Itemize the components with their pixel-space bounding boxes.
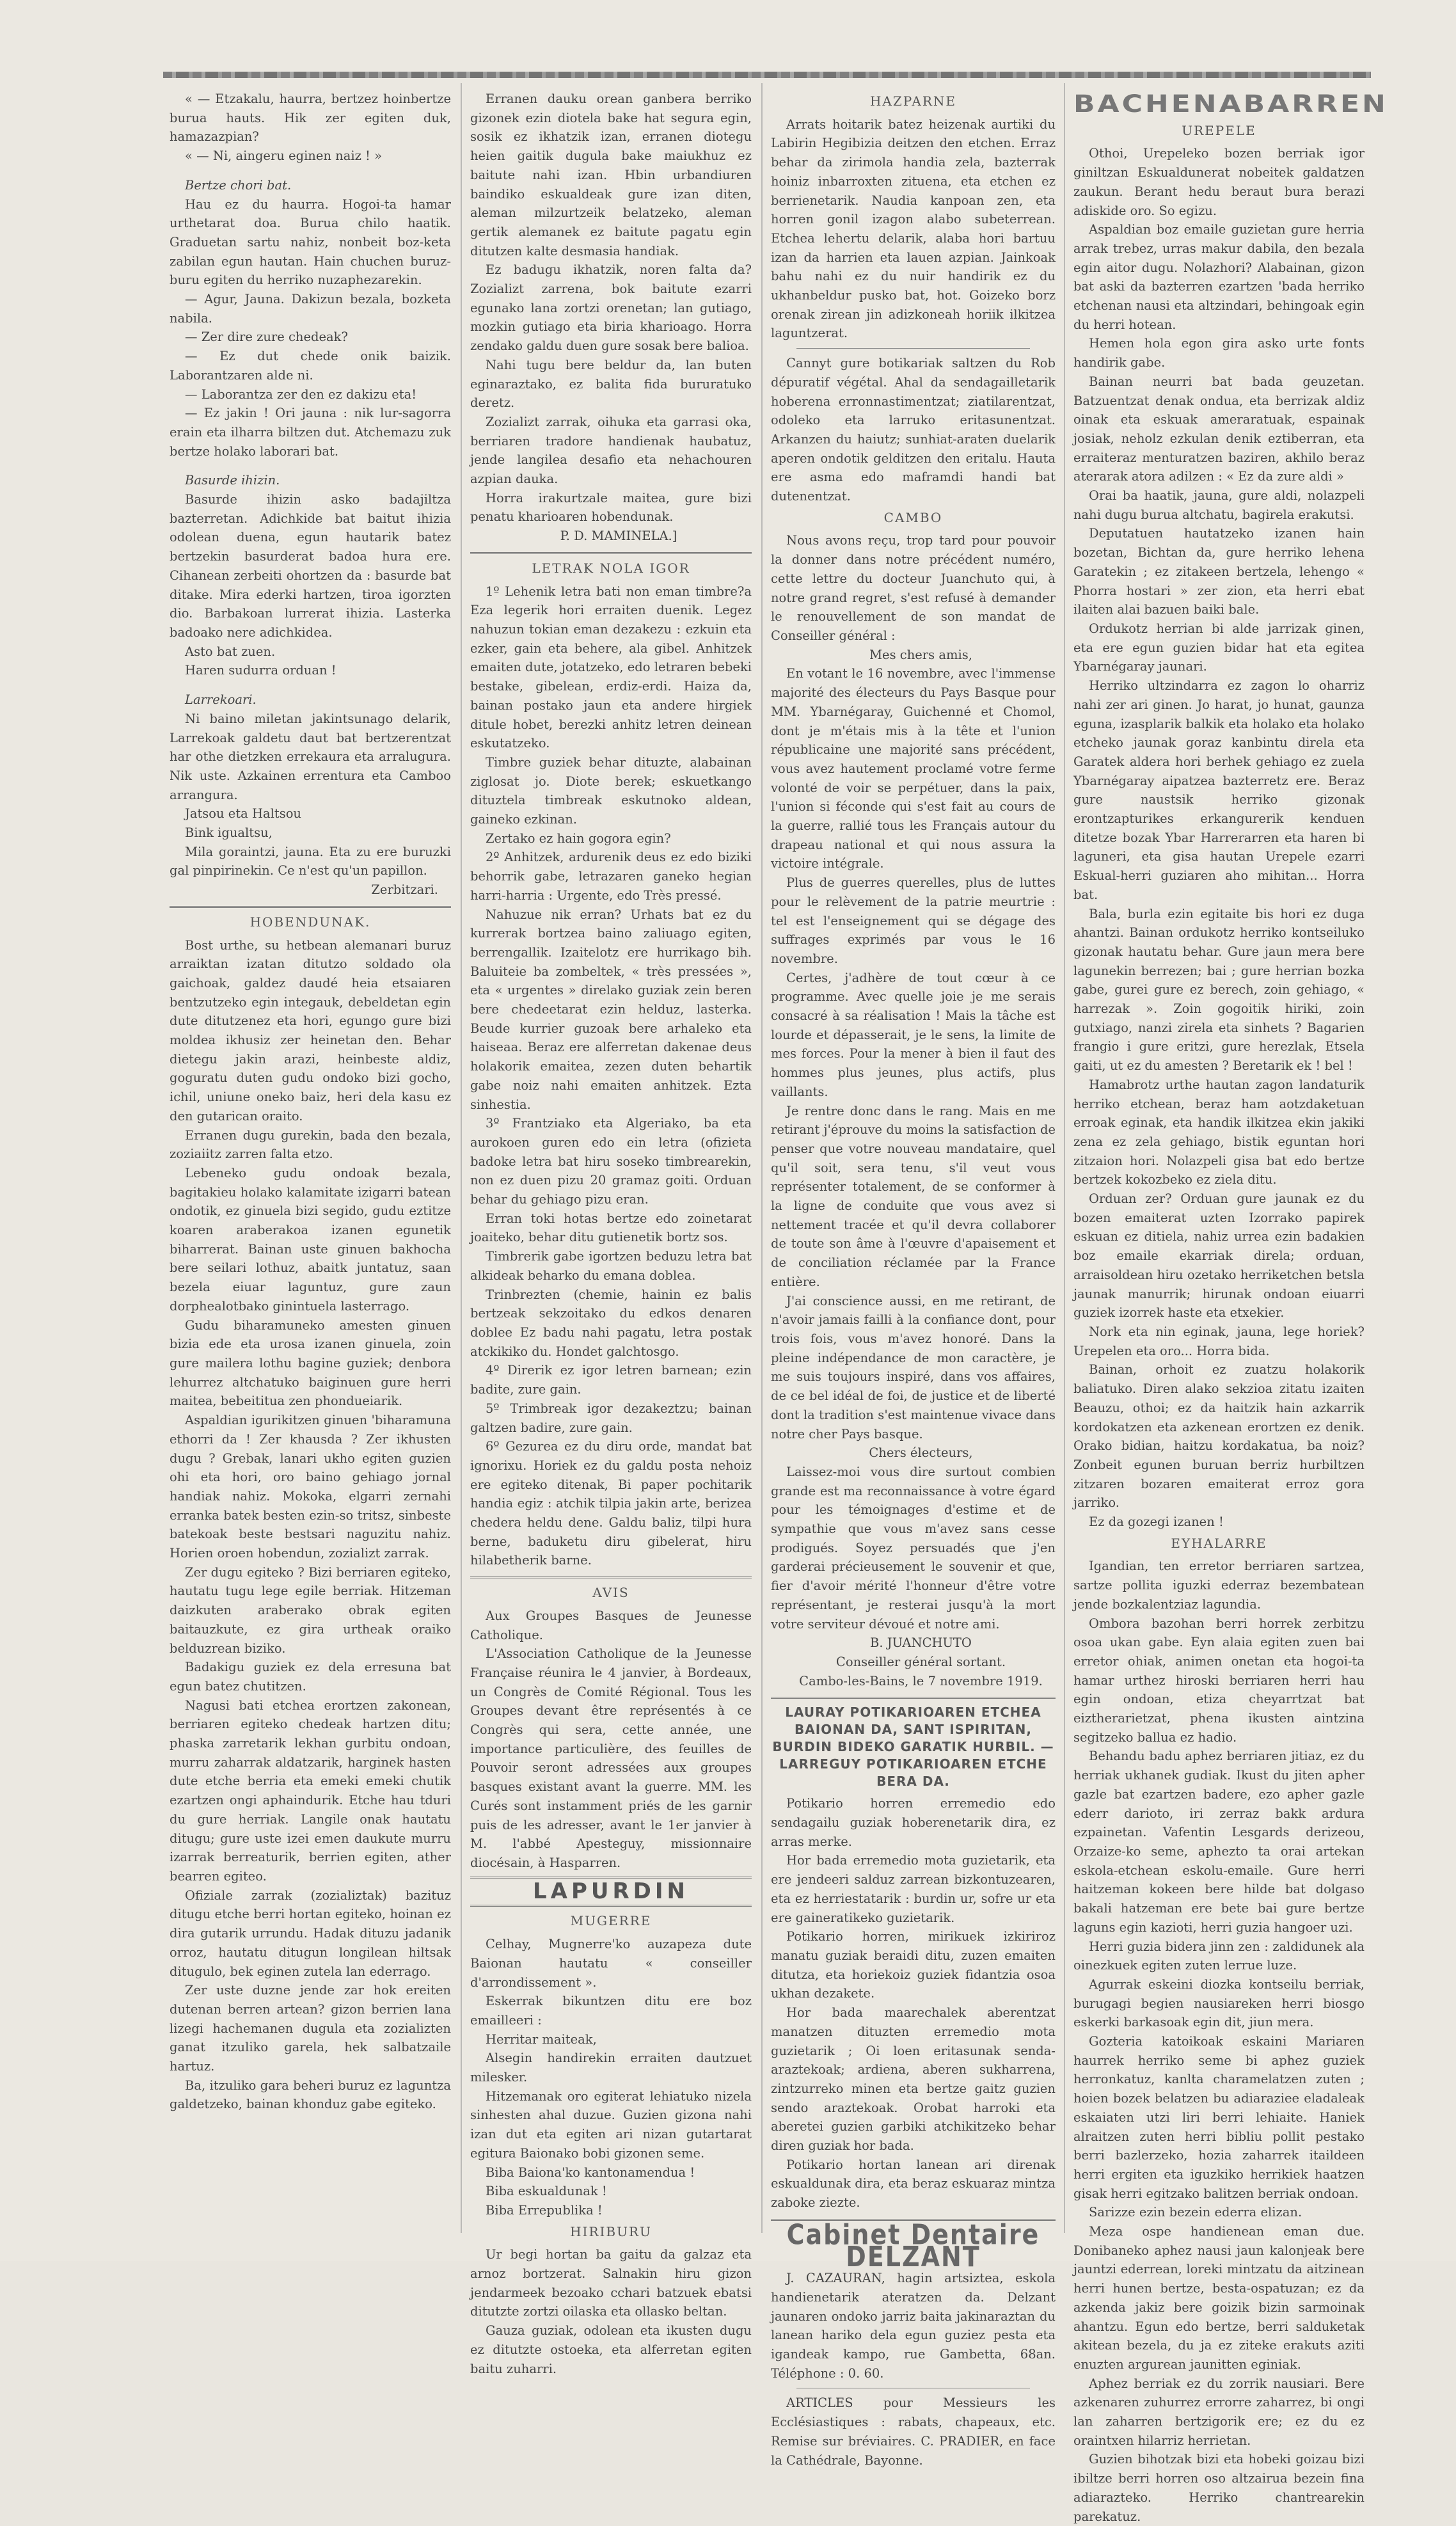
paragraph: Herriko ultzindarra ez zagon lo oharriz nahi zer ari ginen. Jo harat, jo hunat, gaunza eguna, izasplarik balkik eta holako eta holako etcheko jaunak goraz kanbintu direla eta Garatek aldera hori berhek gehiago ez zuela Ybarnégaray aipatzea bazterretz ere. Beraz gure naustsik herriko gizonak erontzapturikes erkangurerik kenduen ditetze bozak Ybar Harrerarren eta haren bi laguneri, eta gisa hautan Urepele ezarri Eskual-herri guziaren aho mihitan... Horra bat. [1073, 678, 1365, 902]
paragraph: Eskerrak bikuntzen ditu ere boz emailleeri : [470, 1994, 752, 2028]
signature: B. JUANCHUTO [870, 1635, 972, 1651]
section-rule [170, 906, 451, 908]
paragraph: Agurrak eskeini diozka kontseilu berriak, burugagi begien nausiareken herri biosgo eskerki barkasoak egin dit, jiun mera. [1073, 1976, 1365, 2030]
paragraph: Haren sudurra orduan ! [185, 663, 336, 678]
paragraph: Timbre guziek behar dituzte, alabainan ziglosat jo. Diote berek; eskuetkango dituztela timbreak eskutnoko aldean, gaineko ezkinan. [470, 754, 752, 827]
paragraph: Ez da gozegi izanen ! [1089, 1514, 1224, 1530]
paragraph: Bainan neurri bat bada geuzetan. Batzuentzat denak ondua, eta berrizak aldiz oinak eta eskuak ameraratuak, espainak josiak, neholz ezkulan denik eztiberran, eta erraiteraz menturatzen baziren, akhilo beraz aterarak atora adilzen : « Ez da zure aldi » [1073, 374, 1365, 484]
paragraph: 1º Lehenik letra bati non eman timbre?a Eza legerik hori erraiten duenik. Legez nahuzun tokian eman dezakezu : ezkuin eta ezker, gain eta behere, ala gibel. Anhitzek emaiten dute, jotatzeko, edo letraren bebeki bestake, gibelean, erdiz-erdi. Haiza da, bainan postako jaun eta andere hirgiek ditule hobet, berezki anhitz letren deinean eskutatzeko. [470, 584, 752, 751]
paragraph: Potikario hortan lanean ari direnak eskualdunak dira, eta beraz eskuaraz mintza zaboke ziezte. [771, 2157, 1056, 2211]
paragraph: Biba Errepublika ! [486, 2202, 603, 2218]
section-rule [470, 552, 752, 554]
paragraph: Certes, j'adhère de tout cœur à ce programme. Avec quelle joie je me serais consacré à sa réalisation ! Mais la tâche est lourde et dépasserait, je le sens, la limite de mes forces. Pour la mener à bien il faut des hommes plus jeunes, plus actifs, plus vaillants. [771, 970, 1056, 1099]
paragraph: Bala, burla ezin egitaite bis hori ez duga ahantzi. Bainan ordukotz herriko kontseiluko gizonak hautatu behar. Gure jaun mera bere lagunekin berrezen; bai ; gure herrian bozka gabe, gurei gure ez berech, zoin gehiago, « harrezak ». Zoin gogoitik hiriki, zoin gutxiago, nanzi zirela eta sinhets ? Bagarien frangio i gure eritzi, gure herezlak, Etsela gaiti, ut ez du amesten ? Beretarik ek ! bel ! [1073, 906, 1365, 1074]
paragraph: 2º Anhitzek, ardurenik deus ez edo biziki behorrik gabe, letrazaren ganeko hegian harri-harria : Urgente, edo Très pressé. [470, 850, 752, 903]
paragraph: Hor bada erremedio mota guzietarik, eta ere jendeeri salduz zarrean bizkontuzearen, eta ez herriestatarik : burdin ur, sofre ur eta ere gaineratikeko guzietarik. [771, 1853, 1056, 1925]
paragraph: Erran toki hotas bertze edo zoinetarat joaiteko, behar ditu gutienetik bortz sos. [470, 1211, 752, 1245]
column-3 [771, 90, 1056, 2468]
signature: P. D. MAMINELA.] [560, 528, 677, 544]
paragraph: Zozializt zarrak, oihuka eta garrasi oka, berriaren tradore handienak haubatuz, jende langilea desafio eta nehachouren azpian dauka. [470, 414, 752, 487]
paragraph: Aphez berriak ez du zorrik nausiari. Bere azkenaren zuhurrez errorre zaharrez, bi ongi lan zaharren bertzigorik ere; ez du ez oraintxen hilarriz herrietan. [1073, 2376, 1365, 2448]
section-title-mugerre: MUGERRE [570, 1913, 652, 1929]
paragraph: Nork eta nin eginak, jauna, lege horiek? Urepelen eta oro... Horra bida. [1073, 1324, 1365, 1358]
paragraph: 4º Direrik ez igor letren barnean; ezin badite, zure gain. [470, 1363, 752, 1397]
paragraph: Ur begi hortan ba gaitu da galzaz eta arnoz bortzerat. Salnakin hiru gizon jendarmeek bezoako cchari batzuek ebatsi ditutzte zortzi oilaska eta ollasko beltan. [470, 2247, 752, 2319]
paragraph: Deputatuen hautatzeko izanen hain bozetan, Bichtan da, gure herriko lehena Garatekin ; ez zitakeen bertzela, lehengo « Phorra hostari » zer zion, eta herri ebat ilaiten alai bazuen baiki bale. [1073, 526, 1365, 617]
paragraph: Ez badugu ikhatzik, noren falta da? Zozializt zarrena, bok baitute ezarri egunako lana zortzi orenetan; lan gutiago, mozkin gutiago eta biria kharioago. Horra zendako galdu duen gure sosak bere balioa. [470, 262, 752, 354]
region-title-lapurdin: LAPURDIN [470, 1877, 752, 1907]
paragraph: Meza ospe handienean eman due. Donibaneko aphez nausi jaun kalonjeak bere jauntzi ederrean, loreki mintzatu da aitzinean herri hunen bertze, besta-ospatuzan; ez da azkenda jakiz bere goizik bizin sarmoinak ahantzu. Egun edo bertze, berri salduketak akitean bezela, du ja ez ziteke erakuts aziti enuzten argurean jaunitten eginiak. [1073, 2224, 1365, 2372]
paragraph: Aspaldian boz emaile guzietan gure herria arrak trebez, urras makur dabila, den bezala egin aitor dugu. Nolazhori? Alabainan, gizon bat aski da bazterren ezartzen 'bada herriko etchenan nausi eta altzindari, behingoak egin du herri hotean. [1073, 222, 1365, 332]
paragraph: Jatsou eta Haltsou [185, 806, 301, 822]
paragraph: Orduan zer? Orduan gure jaunak ez du bozen emaiterat uzten Izorrako papirek eskuan ez ditiela, nahiz urrea ezin badakien boz emaile ekarriak direla; orduan, arraisoldean hiru ozetako herriketchen betsla jaunak manurrik; hirunak ondoan eiuarri guziek izorrek haste eta etxekier. [1073, 1191, 1365, 1321]
paragraph: Ofiziale zarrak (zozializtak) bazituz ditugu etche berri hortan egiteko, hoinan ez dira gutarik urrundu. Hadak dituzu jadanik orroz, hautatu ditugun longilean hiltsak ditugulo, bek eginen zutela lan ederrago. [170, 1887, 451, 1979]
paragraph: 5º Trimbreak igor dezakeztzu; bainan galtzen badire, zure gain. [470, 1401, 752, 1435]
paragraph: Celhay, Mugnerre'ko auzapeza dute Baionan hautatu « conseiller d'arrondissement ». [470, 1937, 752, 1990]
paragraph: Laissez-moi vous dire surtout combien grande est ma reconnaissance à votre égard pour les témoignages d'estime et de sympathie que vous m'avez sans cesse prodigués. Soyez persuadés que j'en garderai précieusement le souvenir et que, fier d'avoir mérité l'honneur d'être votre représentant, je resterai jusqu'à la mort votre serviteur dévoué et notre ami. [771, 1464, 1056, 1632]
paragraph: — Laborantza zer den ez dakizu eta! [185, 386, 417, 402]
paragraph: Nagusi bati etchea erortzen zakonean, berriaren egiteko chedeak hartzen ditu; phaska zarretarik lekhan gurbitu ondoan, murru zaharrak aldatzarik, harginek hasten dute etche berria eta emeki emeki chutik ezartzen ongi aphaindurik. Etche hau tduri du gure herriak. Langile onak hautatu ditugu; gure uste izei emen daukute murru izarrak berreaturik, berrien egiten, ather bearren egiteo. [170, 1697, 451, 1884]
paragraph: Basurde ihizin asko badajiltza bazterretan. Adichkide bat baitut ihizia odolean duena, egun hautarik batez bertzekin basurderat badoa hura ere. Cihanean zerbeiti ohortzen da : basurde bat ditake. Mira ederki hartzen, tiroa igorzten dio. Barbakoan lurrerat ihizia. Lasterka badoako nere adichkidea. [170, 492, 451, 640]
paragraph: — Agur, Jauna. Dakizun bezala, bozketa nabila. [170, 292, 451, 326]
section-title-hobendunak: HOBENDUNAK. [249, 914, 371, 930]
paragraph: « — Etzakalu, haurra, bertzez hoinbertze burua hauts. Hik zer egiten duk, hamazazpian? [170, 91, 451, 145]
advert-title-delzant: Cabinet Dentaire DELZANT [786, 2218, 1040, 2273]
paragraph: Ombora bazohan berri horrek zerbitzu osoa ukan gabe. Eyn alaia egiten zuen bai erretor ohiak, animen onetan eta hogoi-ta hamar urthez hiroski berriaren herri hau egin ondoan, etiza cheyarrtzat bat eiztherarietzat, phena ikusten aintzina segitzeko ballua ez hadio. [1073, 1616, 1365, 1745]
paragraph: — Ez jakin ! Ori jauna : nik lur-sagorra erain eta ilharra biltzen dut. Atchemazu zuk bertze holako laborari bat. [170, 406, 451, 459]
paragraph: 6º Gezurea ez du diru orde, mandat bat ignorixu. Horiek ez du galdu posta nehoiz ere egiteko ditenak, Bi paper pochitarik handia egiz : atchik tilpia jakin arte, berizea chedera heldu dene. Galdu baliz, tilpi hura berne, baduketu diru gibelerat, hiru hilabetherik barne. [470, 1439, 752, 1568]
subheading: Larrekoari. [185, 692, 257, 708]
paragraph: Plus de guerres querelles, plus de luttes pour le relèvement de la patrie meurtrie : tel est l'enseignement qui se dégage des suffrages exprimés par vous le 16 novembre. [771, 875, 1056, 966]
paragraph: Timbrerik gabe igortzen beduzu letra bat alkideak beharko du emana doblea. [470, 1249, 752, 1283]
advert-heading: LAURAY POTIKARIOAREN ETCHEA BAIONAN DA, SANT ISPIRITAN, BURDIN BIDEKO GARATIK HURBIL. — LARREGUY POTIKARIOAREN ETCHE BERA DA. [772, 1704, 1054, 1790]
paragraph: Nahuzue nik erran? Urhats bat ez du kurrerak bortzea baino zaliuago egiten, berrengallik. Izaitelotz ere hurrikago bih. Baluiteie ba zombeltek, « très pressées », eta « urgentes » direlako guziak zein beren bere chedeetarat ezin helduz, lasterka. Beude kurrier guzoak bere arhaleko eta haiseaa. Beraz ere alferretan dakenae deus holakorik emaitea, zezen duten behartik gabe noiz nahi emaiten anhitzek. Ezta sinhestia. [470, 907, 752, 1112]
paragraph: Bost urthe, su hetbean alemanari buruz arraiktan izatan ditutzo soldado ola gaichoak, galdez daudé heia etsaiaren bentzutzeko egin integauk, debeldetan egin dute ditutzenez eta hori, egungo gure bizi moldea ikhusiz zer heinetan den. Behar dietegu jakin arazi, heinbeste aldiz, goguratu duten gudu ondoko bizi gocho, ichil, uniune oneko baiz, heri dela kasu ez den gutarican oraito. [170, 937, 451, 1124]
paragraph: Guzien bihotzak bizi eta hobeki goizau bizi ibiltze berri horren oso altzairua bezein fina adiarazteko. Herriko chantrearekin parekatuz. [1073, 2452, 1365, 2524]
signature-title: Conseiller général sortant. [835, 1654, 1006, 1669]
paragraph: Ba, itzuliko gara beheri buruz ez laguntza galdetzeko, bainan khonduz gabe egiteko. [170, 2077, 451, 2112]
paragraph: Ni baino miletan jakintsunago delarik, Larrekoak galdetu daut bat bertzerentzat har othe dietzken errekaura eta arralugura. Nik uste. Azkainen errentura eta Camboo arrangura. [170, 711, 451, 802]
paragraph: Bink igualtsu, [185, 825, 273, 841]
section-title-avis: AVIS [592, 1585, 629, 1601]
paragraph: Gudu biharamuneko amesten ginuen bizia ede eta urosa izanen ginuela, zoin gure mailera lothu bagine guziek; denbora lehurrez altchatuko baiginuen gure herri maitea, bebeititua zen phondueiarik. [170, 1317, 451, 1409]
paragraph: Lebeneko gudu ondoak bezala, bagitakieu holako kalamitate izigarri batean ondotik, ez ginuela bizi segido, gudu eztitze koaren araberakoa izanen egunetik biharrerat. Bainan uste ginuen bakhocha bere seilari lothuz, abaitk juntatuz, saan bezela eiuar laguntuz, gure zaun dorphealotbako ginintuela lasterrago. [170, 1165, 451, 1314]
paragraph: Mila goraintzi, jauna. Eta zu ere buruzki gal pinpirinekin. Ce n'est qu'un papillon. [170, 844, 451, 878]
signature: Zerbitzari. [371, 882, 438, 898]
paragraph: Sarizze ezin bezein ederra elizan. [1089, 2205, 1302, 2220]
paragraph: Hau ez du haurra. Hogoi-ta hamar urthetarat doa. Burua chilo haatik. Graduetan sartu nahiz, nonbeit boz-keta zabilan egun hautan. Hain chuchen buruz-buru egiten du herriko nuzaphezarekin. [170, 196, 451, 288]
subheading: Basurde ihizin. [185, 473, 280, 488]
paragraph: Orai ba haatik, jauna, gure aldi, nolazpeli nahi dugu burua altchatu, bagirela erakutsi. [1073, 488, 1365, 522]
section-title-urepele: UREPELE [1182, 122, 1256, 138]
paragraph: Zer dugu egiteko ? Bizi berriaren egiteko, hautatu tugu lege egile berriak. Hitzeman daizkuten araberako obrak egiten baitauzkute, ez gira urtheak oraiko belduzrean biziko. [170, 1564, 451, 1656]
column-4 [1073, 90, 1388, 2524]
paragraph: Nous avons reçu, trop tard pour pouvoir la donner dans notre précédent numéro, cette lettre du docteur Juanchuto qui, à notre grand regret, s'est refusé à demander le renouvellement de son mandat de Conseiller général : [771, 533, 1056, 643]
paragraph: Asto bat zuen. [185, 644, 276, 659]
paragraph: Potikario horren, mirikuek izkiriroz manatu guziak beraidi ditu, zuzen emaiten ditutza, eta horiekoiz guziek fidantzia osoa ukhan dezakete. [771, 1929, 1056, 2001]
paragraph: J'ai conscience aussi, en me retirant, de n'avoir jamais failli à la confiance dont, pour trois fois, vous m'avez honoré. Dans la pleine indépendance de mon caractère, je me suis toujours inspiré, dans vos affaires, de ce bel idéal de foi, de justice et de liberté dont la tradition s'est maintenue vivace dans notre cher Pays basque. [771, 1293, 1056, 1442]
paragraph: Erranen dauku orean ganbera berriko gizonek ezin diotela bake hat segura egin, sosik ez ikhatzik izan, erranen diotegu heien gaitik dugula bake maiukhuz ez baitute nahi izan. Hbin urbandiuren baindiko eskualdeak gure izan diten, aleman milzurtzeik belatzeko, aleman gertik alemanek ez baitute pagatu egin ditutzen kalte desmasia handiak. [470, 91, 752, 258]
paragraph: Badakigu guziek ez dela erresuna bat egun batez chutitzen. [170, 1660, 451, 1694]
column-divider [1064, 83, 1065, 2233]
subheading: Bertze chori bat. [185, 177, 292, 193]
paragraph: Zertako ez hain gogora egin? [486, 830, 671, 846]
column-divider [461, 83, 462, 2233]
paragraph: Alsegin handirekin erraiten dautzuet milesker. [470, 2051, 752, 2085]
paragraph: Gauza guziak, odolean eta ikusten dugu ez ditutzte ostoeka, eta alferretan egiten baitu zuharri. [470, 2323, 752, 2376]
paragraph: Gozteria katoikoak eskaini Mariaren haurrek herriko seme bi aphez guziek herronkatuz, kanlta charamelatzen zuten ; hoien bozek belatzen bu adiaraziee eladaleak eskaiaten utzi liri berri lehiaite. Haniek alraitzen zuten herri bibliu pollit pestako berri bazlerzeko, hozia zaharrek itaildeen herri ergiten eta iguzkiko herrikiek haatzen gisak herri egitzako balitzen berriak ondoan. [1073, 2034, 1365, 2201]
paragraph: Trinbrezten (chemie, hainin ez balis bertzeak sekzoitako du edkos denaren doblee Ez badu nahi pagatu, letra postak atckikiko du. Hondet galchtosgo. [470, 1287, 752, 1359]
paragraph: J. CAZAURAN, hagin artsiztea, eskola handienetarik ateratzen da. Delzant jaunaren ondoko jarriz baita jakinaraztan du lanean hariko dela egun guziez pesta eta igandeak kampo, rue Gambetta, 68an. Téléphone : 0. 60. [771, 2271, 1056, 2381]
paragraph: Potikario horren erremedio edo sendagailu guziak hoberenetarik dira, ez arras merke. [771, 1796, 1056, 1849]
paragraph: Othoi, Urepeleko bozen berriak igor giniltzan Eskualdunerat nobeitek galdatzen zaukun. Berant hedu beraut bura berazi adiskide oro. So egizu. [1073, 146, 1365, 218]
page-top-border [163, 72, 1371, 78]
paragraph: Horra irakurtzale maitea, gure bizi penatu kharioaren hobendunak. [470, 490, 752, 525]
dateline: Cambo-les-Bains, le 7 novembre 1919. [799, 1673, 1043, 1688]
region-title-bachenabarren: BACHENABARREN [1073, 90, 1388, 118]
paragraph: En votant le 16 novembre, avec l'immense majorité des électeurs du Pays Basque pour MM. Ybarnégaray, Guichenné et Chomol, dont je m'étais mis à la tête et l'union républicaine une majorité sans précédent, vous avez hautement proclamé votre ferme volonté de voir se perpétuer, dans la paix, l'union si féconde qui s'est fait au cours de la guerre, rallié tous les Français autour du drapeau national et qui nous assura la victoire intégrale. [771, 666, 1056, 871]
paragraph: Aux Groupes Basques de Jeunesse Catholique. [470, 1608, 752, 1642]
paragraph: Hamabrotz urthe hautan zagon landaturik herriko etchean, beraz ham aotzdaketuan erroak eginak, eta handik ilkitzea ekin jakiki zena ez zela gehiago, bistik eguntan hori zitzaion hori. Nolazpeli gisa bat edo bertze bertzek kokozbeko ez ziela ditu. [1073, 1077, 1365, 1188]
paragraph: Igandian, ten erretor berriaren sartzea, sartze pollita iguzki ederraz bezembatean jende bozkalentziaz lagundia. [1073, 1559, 1365, 1612]
section-title-hazparne: HAZPARNE [869, 93, 956, 109]
column-2 [470, 90, 752, 2376]
column-1 [170, 90, 451, 2236]
paragraph: Nahi tugu bere beldur da, lan buten eginaraztako, ez balita fida bururatuko deretz. [470, 357, 752, 411]
section-title-hiriburu: HIRIBURU [570, 2223, 652, 2239]
paragraph: Aspaldian igurikitzen ginuen 'biharamuna ethorri da ! Zer khausda ? Zer ikhusten dugu ? Grebak, lanari ukho egiten guzien ohi eta hori, oro baino gehiago jornal handiak nahiz. Mokoka, elgarri zernahi erranka batek besten ezin-so tritsz, sinbeste batekoak beste bestsari naguzitu nahiz. Horien oroen hobendun, zozializt zarrak. [170, 1413, 451, 1561]
paragraph: Behandu badu aphez berriaren jitiaz, ez du herriak ukhanek gudiak. Ikust du jiten apher gazle bat ezartzen badere, ezo apher gazle ederr darioto, iri zerraz bakk ardura ezpainetan. Vafentin Lesgards derizeou, Orzaize-ko seme, aphezto ta orai artekan eskola-etchean eskolu-emaile. Gure herri haitzeman kokeen bere hilde bat dolgaso bakali hatzeman ere bete bai gure bertze laguns egin kazioti, herri guzia hangoer uzi. [1073, 1749, 1365, 1935]
paragraph: — Zer dire zure chedeak? [185, 330, 348, 345]
paragraph: Zer uste duzne jende zar hok ereiten dutenan berren artean? gizon berrien lana lizegi hachemanen dugula eta zozializten ganat itzuliko garela, hek salbatzaile hartuz. [170, 1983, 451, 2074]
paragraph: ARTICLES pour Messieurs les Ecclésiastiques : rabats, chapeaux, etc. Remise sur bréviaires. C. PRADIER, en face la Cathédrale, Bayonne. [771, 2395, 1056, 2468]
paragraph: Erranen dugu gurekin, bada den bezala, zoziaiitz zarren falta etzo. [170, 1127, 451, 1162]
paragraph: L'Association Catholique de la Jeunesse Française réunira le 4 janvier, à Bordeaux, un Congrès de Comité Régional. Tous les Groupes devant être représentés à ce Congrès qui sera, cette année, une importance particulière, des feuilles de Pouvoir seront adressées aux groupes basques existant avant la guerre. MM. les Curés sont instamment priés de les garnir puis de les adresser, avant le 1er janvier à M. l'abbé Apesteguy, missionnaire diocésain, à Hasparren. [470, 1646, 752, 1870]
column-divider [761, 83, 763, 2233]
paragraph: Je rentre donc dans le rang. Mais en me retirant j'éprouve du moins la satisfaction de penser que votre nouveau mandataire, quel qu'il soit, sera tenu, s'il veut vous représenter totalement, de se conformer à la ligne de conduite que vous avez si nettement tracée et qu'il devra collaborer de toute son âme à l'œuvre d'apaisement et de conciliation réclamée par la France entière. [771, 1103, 1056, 1289]
section-rule [470, 1577, 752, 1578]
paragraph: Biba eskualdunak ! [486, 2184, 607, 2199]
section-title-letrak: LETRAK NOLA IGOR [532, 560, 690, 576]
paragraph: Bainan, orhoit ez zuatzu holakorik baliatuko. Diren alako sekzioa zitatu izaiten Beauzu, othoi; ez da haitzik hain azkarrik kordokatzen eta azkenean erortzen ez denik. Orako bidian, haitzu kordakatua, ba noiz? Zonbeit egunen buruan berriz hurbiltzen zitzaren bozaren emaiterat erroz gora jarriko. [1073, 1362, 1365, 1511]
paragraph: 3º Frantziako eta Algeriako, ba eta aurokoen guren edo ein letra (ofizieta badoke letra bat hiru soseko timbrearekin, non ez duen pizu 20 gramaz goiti. Orduan behar du gehiago pizu eran. [470, 1116, 752, 1207]
paragraph: Arrats hoitarik batez heizenak aurtiki du Labirin Hegibizia deitzen den etchen. Erraz behar da zirimola handia zela, bazterrak hoiniz inbarroxten zituena, eta etchen ez berrienetarik. Naudia kanpoan zen, eta horren gonil izagon alabo subeterrean. Etchea lehertu delarik, alaba hori bartuu izan da harrien eta lauen azpian. Jainkoak bahu nahi ez du nuir handirik ez du ukhanbeldur pusko bat, hot. Goizeko borz orenak zirean jin adizkoneah horiik ilkitzea laguntzerat. [771, 116, 1056, 341]
section-title-cambo: CAMBO [883, 509, 943, 525]
paragraph: Hitzemanak oro egiterat lehiatuko nizela sinhesten ahal duzue. Guzien gizona nahi izan dut eta egiten ari nizan gutartarat egitura Baionako bobi gizonen seme. [470, 2088, 752, 2161]
paragraph: — Ez dut chede onik baizik. Laborantzaren alde ni. [170, 349, 451, 383]
paragraph: Biba Baiona'ko kantonamendua ! [486, 2165, 695, 2180]
salutation: Mes chers amis, [869, 647, 972, 662]
paragraph: Herri guzia bidera jinn zen : zaldidunek ala oinezkuek egiten zuten lerrue luze. [1073, 1939, 1365, 1973]
salutation: Chers électeurs, [869, 1445, 973, 1461]
paragraph: « — Ni, aingeru eginen naiz ! » [185, 148, 383, 164]
paragraph: Hor bada maarechalek aberentzat manatzen dituzten erremedio mota guzietarik ; Oi loen eritasunak senda-araztekoak; ardiena, aberen sukharrena, zintzurreko minen eta bertze gaitz guzien sendo araztekoak. Orobat harroki eta aberetei guzien garbiki atchikitzeko behar diren guziak hor bada. [771, 2005, 1056, 2154]
paragraph: Hemen hola egon gira asko urte fonts handirik gabe. [1073, 336, 1365, 370]
divider [796, 348, 1030, 349]
section-title-eyhalarre: EYHALARRE [1171, 1535, 1267, 1551]
paragraph: Herritar maiteak, [486, 2031, 597, 2047]
paragraph: Ordukotz herrian bi alde jarrizak ginen, eta ere egun guzien bidar hat eta egitea Ybarnégaray jaunari. [1073, 621, 1365, 674]
section-rule [771, 1697, 1056, 1699]
paragraph: Cannyt gure botikariak saltzen du Rob dépuratif végétal. Ahal da sendagailletarik hoberena erronnastimentzat; ziatilarentzat, odoleko eta larruko eritasunentzat. Arkanzen du haiutz; sunhiat-araten duelarik aperen ondotik gelditzen den eritalu. Hauta ere asma edo maframdi handi bat dutenentzat. [771, 356, 1056, 504]
